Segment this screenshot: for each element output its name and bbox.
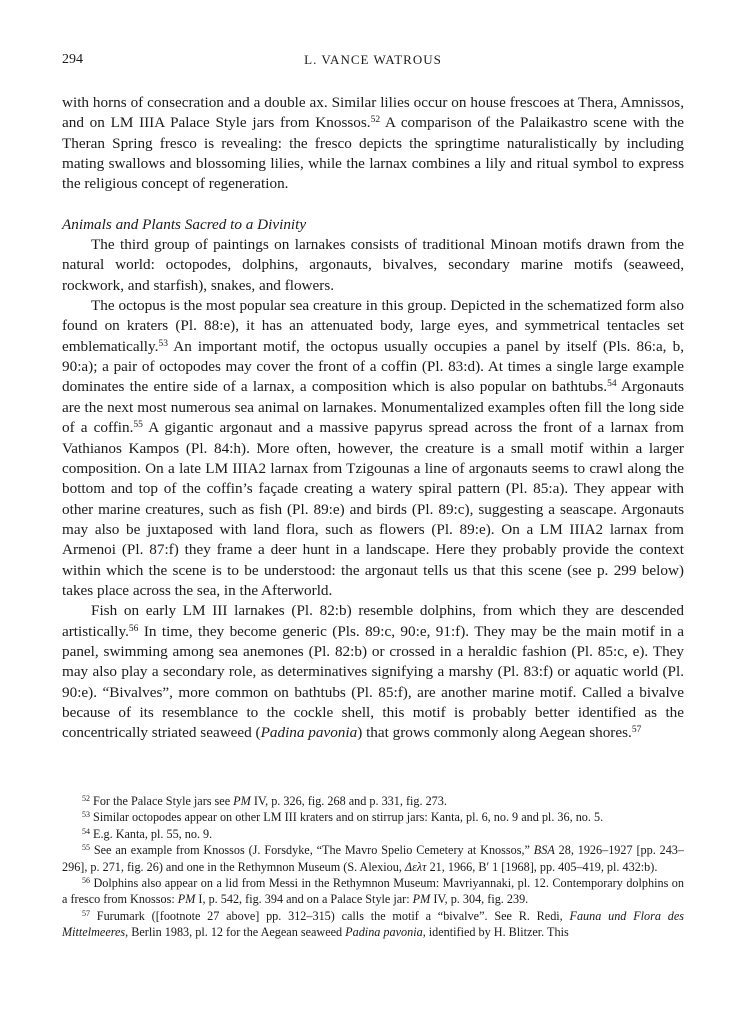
paragraph: The third group of paintings on larnakes consists of traditional Minoan motifs drawn from the natural world: octopodes, dolphins, argonauts, bivalves, secondary marine motifs (seaweed, rockwork, and starfish), snakes, and flowers. bbox=[62, 236, 684, 294]
footnote-number: 53 bbox=[82, 810, 90, 820]
footnote-number: 56 bbox=[82, 876, 90, 886]
footnote-number: 57 bbox=[82, 908, 90, 918]
page-header bbox=[62, 52, 684, 72]
footnote: $^{54}$ E.g. Kanta, pl. 55, no. 9. bbox=[82, 826, 213, 841]
page-number: 294 bbox=[62, 52, 83, 67]
footnotes bbox=[62, 793, 684, 941]
footnote-ref[interactable]: 53 bbox=[158, 338, 168, 349]
footnote: $^{55}$ See an example from Knossos (J. Forsdyke, “The Mavro Spelio Cemetery at Knossos,” BSA 28, 1926–1927 [pp. 243–296], p. 271, fig. 26) and one in the Rethymnon Museum (S. Alexiou, Δελτ 21, 1966, B′ 1 [1968], pp. 405–419, pl. 432:b). bbox=[62, 843, 684, 874]
footnote-ref[interactable]: 55 bbox=[133, 420, 143, 431]
paragraph: Fish on early LM III larnakes (Pl. 82:b) resemble dolphins, from which they are descended artistically.$^{56}$ In time, they become generic (Pls. 89:c, 90:e, 91:f). They may be the main motif in a panel, swimming among sea anemones (Pl. 82:b) or crossed in a heraldic fashion (Pl. 85:c, e). They may also play a secondary role, as determinatives signifying a marshy (Pl. 83:f) or aquatic world (Pl. 90:e). “Bivalves”, more common on bathtubs (Pl. 85:f), are another marine motif. Called a bivalve because of its resemblance to the cockle shell, this motif is probably better identified as the concentrically striated seaweed (Padina pavonia) that grows commonly along Aegean shores.$^{57}$ bbox=[62, 602, 684, 742]
footnote: $^{52}$ For the Palace Style jars see PM IV, p. 326, fig. 268 and p. 331, fig. 273. bbox=[82, 794, 447, 808]
footnote-ref[interactable]: 57 bbox=[631, 725, 642, 736]
footnote: $^{57}$ Furumark ([footnote 27 above] pp. 312–315) calls the motif a “bivalve”. See R. Redi, Fauna und Flora des Mittelmeeres, Berlin 1983, pl. 12 for the Aegean seaweed Padina pavonia, identified by H. Blitzer. This bbox=[62, 908, 684, 940]
running-head: L. VANCE WATROUS bbox=[304, 52, 442, 67]
paragraph: The octopus is the most popular sea creature in this group. Depicted in the schematized form also found on kraters (Pl. 88:e), it has an attenuated body, large eyes, and symmetrical tentacles set emblematically.$^{53}$ An important motif, the octopus usually occupies a panel by itself (Pls. 86:a, b, 90:a); a pair of octopodes may cover the front of a coffin (Pl. 83:d). At times a single large example dominates the entire side of a larnax, a composition which is also popular on bathtubs.$^{54}$ Argonauts are the next most numerous sea animal on larnakes. Monumentalized examples often fill the long side of a coffin.$^{55}$ A gigantic argonaut and a massive papyrus spread across the front of a larnax from Vathianos Kampos (Pl. 84:h). More often, however, the creature is a small motif within a larger composition. On a late LM IIIA2 larnax from Tzigounas a line of argonauts seems to crawl along the bottom and top of the coffin’s façade creating a watery spiral pattern (Pl. 85:a). They appear with other marine creatures, such as fish (Pl. 89:e) and birds (Pl. 89:c), suggesting a seascape. Argonauts may also be juxtaposed with land flora, such as flowers (Pl. 89:e). On a LM IIIA2 larnax from Armenoi (Pl. 87:f) they frame a deer hunt in a landscape. Here they probably provide the context within which the scene is to be understood: the argonaut tells us that this scene (see p. 299 below) takes place across the sea, in the Afterworld. bbox=[62, 297, 684, 599]
footnote-number: 52 bbox=[82, 794, 90, 803]
body-text bbox=[62, 93, 684, 744]
section-heading: Animals and Plants Sacred to a Divinity bbox=[62, 215, 307, 233]
footnote-ref[interactable]: 52 bbox=[370, 115, 381, 126]
paragraph: with horns of consecration and a double ax. Similar lilies occur on house frescoes at Thera, Amnissos, and on LM IIIA Palace Style jars from Knossos.$^{52}$ A comparison of the Palaikastro scene with the Theran Spring fresco is revealing: the fresco depicts the springtime naturalistically by including mating swallows and blossoming lilies, while the larnax combines a lily and ritual symbol to express the religious concept of regeneration. bbox=[62, 94, 684, 193]
footnote-number: 54 bbox=[82, 826, 90, 836]
footnote-ref[interactable]: 56 bbox=[128, 623, 139, 634]
footnote-number: 55 bbox=[82, 843, 90, 853]
footnote-ref[interactable]: 54 bbox=[607, 379, 617, 390]
footnote: $^{53}$ Similar octopodes appear on other LM III kraters and on stirrup jars: Kanta, pl. 6, no. 9 and pl. 36, no. 5. bbox=[82, 810, 604, 825]
footnote: $^{56}$ Dolphins also appear on a lid from Messi in the Rethymnon Museum: Mavriyannaki, pl. 12. Contemporary dolphins on a fresco from Knossos: PM I, p. 542, fig. 394 and on a Palace Style jar: PM IV, p. 304, fig. 239. bbox=[62, 876, 684, 907]
